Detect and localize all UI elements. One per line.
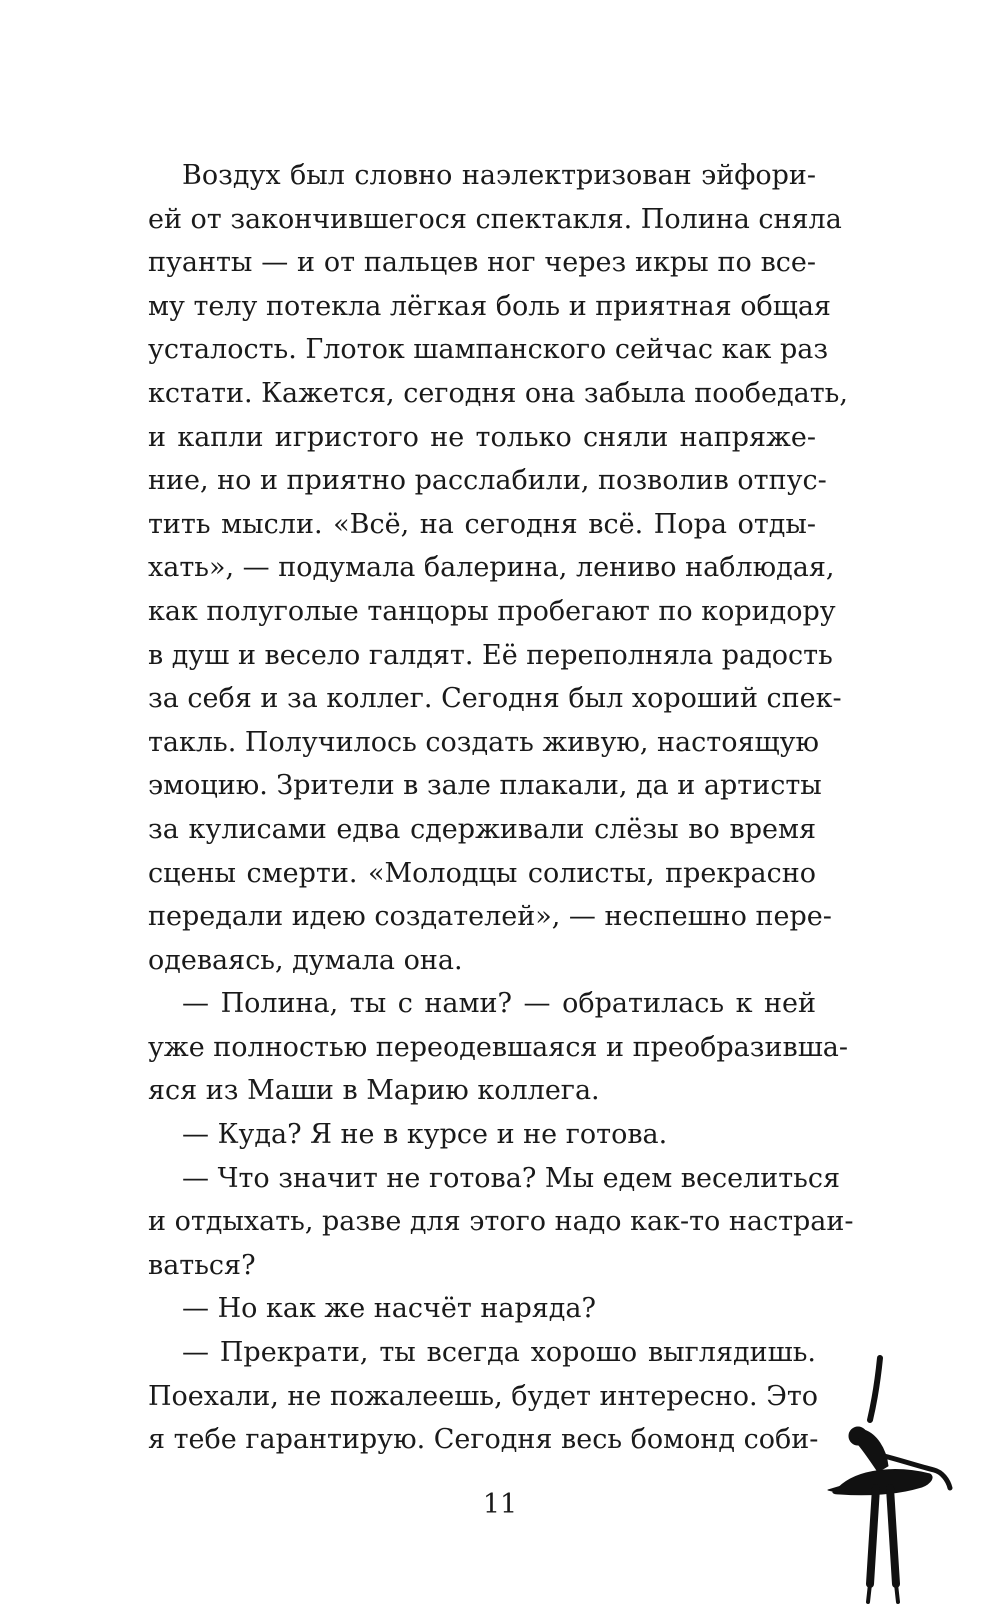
text-line: ние, но и приятно расслабили, позволив отпус- <box>148 465 827 497</box>
text-line: и капли игристого не только сняли напряже- <box>148 421 816 453</box>
text-line: му телу потекла лёгкая боль и приятная общая <box>148 290 831 322</box>
text-line: Поехали, не пожалеешь, будет интересно. Это <box>148 1380 819 1412</box>
page-number: 11 <box>482 1489 518 1520</box>
text-line: ей от закончившегося спектакля. Полина сняла <box>148 203 842 235</box>
text-line: передали идею создателей», — неспешно пере- <box>148 901 832 933</box>
text-line: — Что значит не готова? Мы едем веселиться <box>182 1162 841 1194</box>
text-line: ваться? <box>148 1249 256 1281</box>
text-line: — Прекрати, ты всегда хорошо выглядишь. <box>182 1337 816 1369</box>
text-line: за себя и за коллег. Сегодня был хороший спек- <box>148 683 842 715</box>
ballerina-silhouette-icon <box>818 1348 968 1608</box>
text-line: сцены смерти. «Молодцы солисты, прекрасно <box>148 857 816 889</box>
text-line: такль. Получилось создать живую, настоящую <box>148 726 819 758</box>
text-line: в душ и весело галдят. Её переполняла радость <box>148 639 833 671</box>
text-line: как полуголые танцоры пробегают по коридору <box>148 595 836 627</box>
text-line: уже полностью переодевшаяся и преобразивша- <box>148 1031 849 1063</box>
text-line: — Куда? Я не в курсе и не готова. <box>182 1119 668 1151</box>
text-line: кстати. Кажется, сегодня она забыла пообедать, <box>148 377 848 409</box>
text-line: Воздух был словно наэлектризован эйфори- <box>182 160 816 191</box>
text-line: и отдыхать, разве для этого надо как-то настраи- <box>148 1206 854 1238</box>
text-line: — Полина, ты с нами? — обратилась к ней <box>182 988 816 1020</box>
text-line: яся из Маши в Марию коллега. <box>148 1075 600 1107</box>
text-line: пуанты — и от пальцев ног через икры по все- <box>148 247 816 279</box>
text-line: я тебе гарантирую. Сегодня весь бомонд соби- <box>148 1424 819 1456</box>
text-line: — Но как же насчёт наряда? <box>182 1293 596 1325</box>
text-line: тить мысли. «Всё, на сегодня всё. Пора отды- <box>148 508 816 540</box>
text-line: усталость. Глоток шампанского сейчас как раз <box>148 334 829 366</box>
text-line: хать», — подумала балерина, лениво наблюдая, <box>148 552 835 584</box>
text-line: эмоцию. Зрители в зале плакали, да и артисты <box>148 770 822 802</box>
text-line: за кулисами едва сдерживали слёзы во время <box>148 813 816 845</box>
text-line: одеваясь, думала она. <box>148 944 463 976</box>
page-body-text <box>148 154 854 1462</box>
